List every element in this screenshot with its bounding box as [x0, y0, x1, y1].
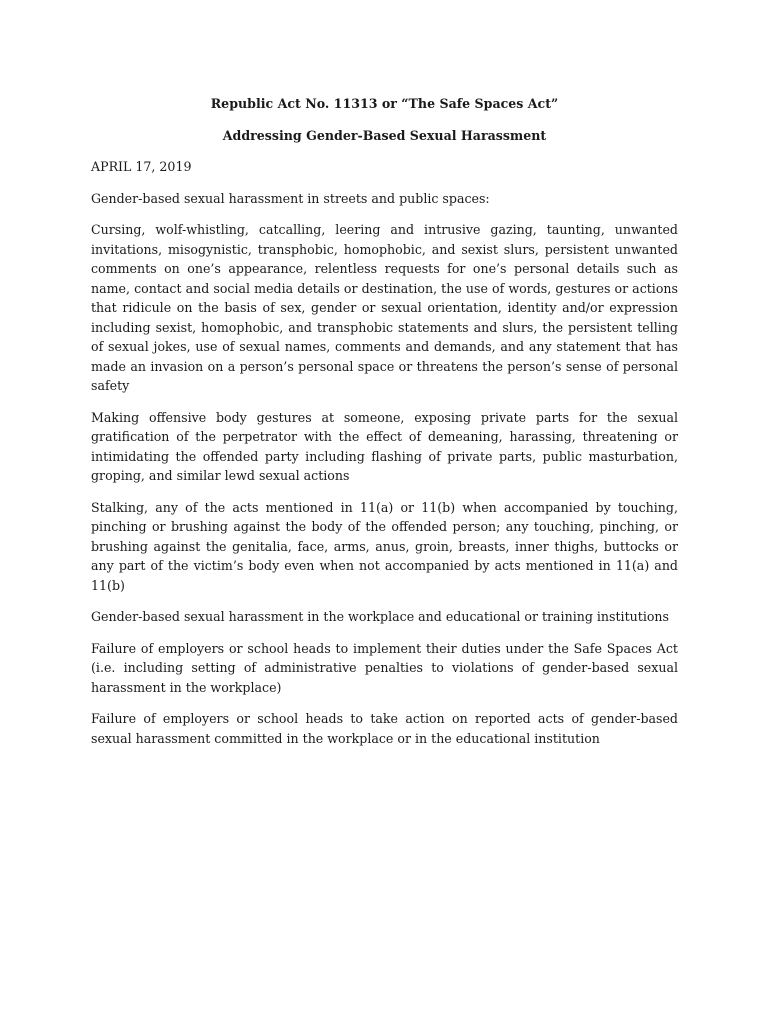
- section-heading-public-spaces: Gender-based sexual harassment in streets and public spaces:: [91, 190, 490, 206]
- paragraph-verbal-harassment: Cursing, wolf-whistling, catcalling, leering and intrusive gazing, taunting, unwanted invitations, misogynistic, transphobic, homophobic, and sexist slurs, persistent unwanted comments on one’s appearance, relentless requests for one’s personal details such as name, contact and social media details or destination, the use of words, gestures or actions that ridicule on the basis of sex, gender or sexual orientation, identity and/or expression including sexist, homophobic, and transphobic statements and slurs, the persistent telling of sexual jokes, use of sexual names, comments and demands, and any statement that has made an invasion on a person’s personal space or threatens the person’s sense of personal safety: [91, 222, 678, 393]
- document-date: APRIL 17, 2019: [91, 159, 192, 174]
- paragraph-offensive-gestures: Making offensive body gestures at someone, exposing private parts for the sexual gratification of the perpetrator with the effect of demeaning, harassing, threatening or intimidating the offended party including flashing of private parts, public masturbation, groping, and similar lewd sexual actions: [91, 409, 678, 483]
- document-title: Republic Act No. 11313 or “The Safe Spaces Act”: [210, 96, 559, 111]
- paragraph-stalking: Stalking, any of the acts mentioned in 11(a) or 11(b) when accompanied by touching, pinching or brushing against the body of the offended person; any touching, pinching, or brushing against the genitalia, face, arms, anus, groin, breasts, inner thighs, buttocks or any part of the victim’s body even when not accompanied by acts mentioned in 11(a) and 11(b): [91, 499, 678, 593]
- section-heading-workplace: Gender-based sexual harassment in the workplace and educational or training institutions: [91, 609, 670, 624]
- paragraph-failure-action: Failure of employers or school heads to take action on reported acts of gender-based sexual harassment committed in the workplace or in the educational institution: [91, 711, 678, 746]
- document-subtitle: Addressing Gender-Based Sexual Harassment: [222, 127, 547, 143]
- paragraph-failure-implement: Failure of employers or school heads to implement their duties under the Safe Spaces Act (i.e. including setting of administrative penalties to violations of gender-based sexual harassment in the workplace): [91, 640, 678, 695]
- document-page: [91, 94, 678, 760]
